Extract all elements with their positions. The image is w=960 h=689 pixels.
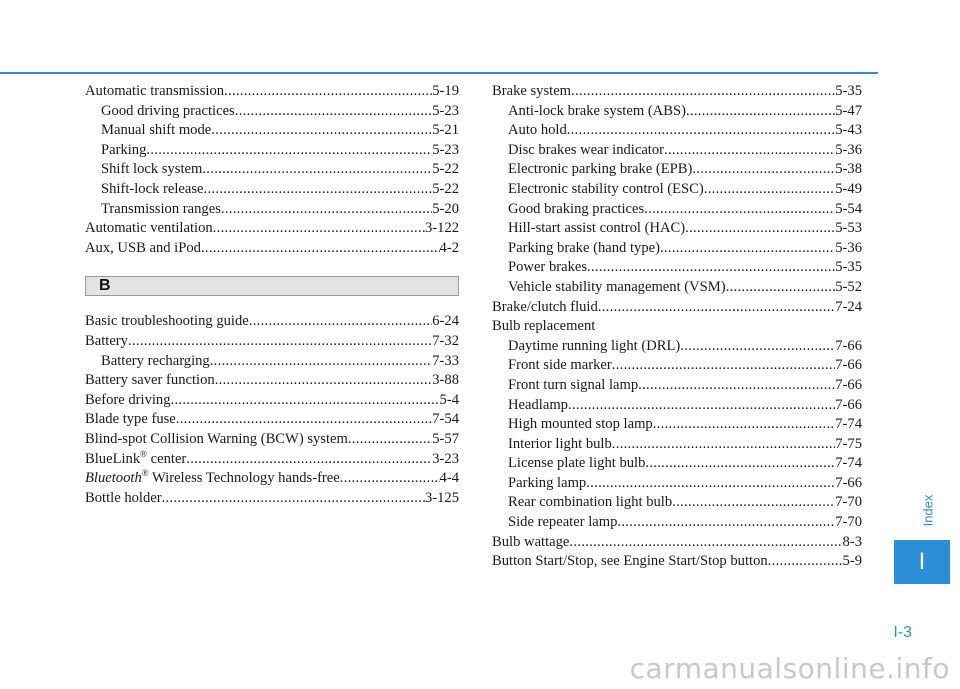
- index-entry-page: 7-24: [835, 298, 862, 315]
- index-entry-label: [508, 180, 704, 200]
- dot-leader: [202, 160, 432, 180]
- dot-leader: [685, 219, 835, 239]
- index-entry[interactable]: [492, 160, 862, 180]
- index-entry-label: [508, 219, 685, 239]
- dot-leader: [249, 312, 432, 332]
- index-entry-label: [85, 450, 186, 470]
- index-group-b-continued: [492, 82, 862, 572]
- dot-leader: [653, 415, 836, 435]
- index-entry[interactable]: [85, 332, 459, 352]
- index-entry[interactable]: [85, 430, 459, 450]
- index-entry[interactable]: [492, 533, 862, 553]
- index-entry-page: 5-9: [842, 553, 862, 570]
- index-entry-label: [508, 278, 726, 298]
- index-entry-label: [85, 489, 162, 509]
- index-entry-page: 5-49: [835, 180, 862, 197]
- index-entry-page: 6-24: [432, 313, 459, 330]
- dot-leader: [348, 430, 432, 450]
- dot-leader: [644, 200, 835, 220]
- index-entry[interactable]: [85, 352, 459, 372]
- index-entry-page: 8-3: [842, 533, 862, 550]
- index-entry[interactable]: [85, 489, 459, 509]
- dot-leader: [692, 160, 835, 180]
- index-entry-page: 5-57: [432, 430, 459, 447]
- index-entry-term: Electronic parking brake (EPB): [508, 161, 693, 178]
- index-entry[interactable]: [85, 200, 459, 220]
- index-entry-label: [492, 298, 598, 318]
- index-entry-label: [101, 121, 211, 141]
- index-entry-term: Rear combination light bulb: [508, 494, 673, 511]
- dot-leader: [221, 200, 432, 220]
- index-entry-term: Daytime running light (DRL): [508, 337, 681, 354]
- index-entry[interactable]: [492, 493, 862, 513]
- index-group-b: [85, 312, 459, 508]
- dot-leader: [645, 454, 835, 474]
- index-entry[interactable]: [492, 552, 862, 572]
- dot-leader: [612, 435, 835, 455]
- index-entry-term: Parking: [101, 141, 147, 158]
- dot-leader: [201, 239, 440, 259]
- index-entry[interactable]: [492, 180, 862, 200]
- index-entry-term: Front turn signal lamp: [508, 376, 639, 393]
- index-entry-label: [508, 396, 568, 416]
- index-entry-page: 5-22: [432, 161, 459, 178]
- index-entry-page: 5-35: [835, 83, 862, 99]
- dot-leader: [176, 410, 432, 430]
- section-letter: B: [99, 277, 111, 295]
- index-entry-label: [85, 371, 215, 391]
- index-entry-term-continued: Wireless Technology hands-free: [148, 470, 340, 487]
- dot-leader: [340, 469, 440, 489]
- index-entry-term: Auto hold: [508, 122, 567, 139]
- index-entry-term: License plate light bulb: [508, 455, 646, 472]
- index-entry-page: 7-66: [835, 376, 862, 393]
- index-entry-term: Power brakes: [508, 259, 588, 276]
- index-entry[interactable]: [492, 258, 862, 278]
- index-entry-page: 5-36: [835, 239, 862, 256]
- dot-leader: [204, 180, 433, 200]
- dot-leader: [213, 219, 425, 239]
- index-entry-label: [85, 469, 340, 489]
- index-entry-term: Front side marker: [508, 357, 612, 374]
- index-entry-term: Bluetooth: [85, 470, 142, 487]
- index-entry-term: Bulb wattage: [492, 533, 570, 550]
- index-entry-term: Aux, USB and iPod: [85, 239, 201, 256]
- index-entry-label: [101, 180, 204, 200]
- dot-leader: [571, 82, 835, 102]
- dot-leader: [235, 102, 432, 122]
- index-entry[interactable]: [85, 410, 459, 430]
- index-entry-page: 5-35: [835, 259, 862, 276]
- index-entry-page: 7-66: [835, 474, 862, 491]
- dot-leader: [210, 352, 433, 372]
- side-tab[interactable]: [894, 540, 950, 584]
- index-entry-page: 5-36: [835, 141, 862, 158]
- index-entry-label: [508, 258, 587, 278]
- index-entry-term: Parking lamp: [508, 474, 587, 491]
- dot-leader: [568, 396, 835, 416]
- index-entry-label: [85, 410, 176, 430]
- dot-leader: [224, 82, 432, 102]
- dot-leader: [567, 121, 835, 141]
- index-entry-label: [101, 200, 221, 220]
- index-entry-term: BlueLink: [85, 450, 141, 467]
- side-tab-label: [906, 490, 950, 530]
- index-entry-label: [85, 239, 201, 259]
- index-entry-label: [508, 239, 660, 259]
- dot-leader: [612, 356, 835, 376]
- dot-leader: [215, 371, 433, 391]
- index-entry[interactable]: [85, 82, 459, 102]
- index-entry-term: Headlamp: [508, 396, 568, 413]
- index-entry-label: [508, 415, 653, 435]
- index-entry[interactable]: [85, 102, 459, 122]
- dot-leader: [638, 376, 835, 396]
- index-entry-term: Transmission ranges: [101, 200, 221, 217]
- index-entry[interactable]: [85, 180, 459, 200]
- index-entry[interactable]: [492, 356, 862, 376]
- index-entry-term: Bottle holder: [85, 489, 162, 506]
- dot-leader: [617, 513, 835, 533]
- dot-leader: [686, 102, 835, 122]
- index-entry-label: [492, 552, 768, 572]
- index-entry-page: 5-53: [835, 220, 862, 237]
- index-entry-term: Disc brakes wear indicator: [508, 141, 665, 158]
- index-entry-page: 7-74: [835, 416, 862, 433]
- index-entry-label: [492, 533, 569, 553]
- index-column-left: [85, 82, 459, 508]
- index-entry-term: Battery: [85, 332, 128, 349]
- dot-leader: [146, 141, 432, 161]
- index-entry-page: 5-23: [432, 141, 459, 158]
- index-entry[interactable]: [492, 415, 862, 435]
- index-entry-page: 4-4: [439, 470, 459, 487]
- index-entry-label: [508, 121, 567, 141]
- index-entry-page: 7-75: [835, 435, 862, 452]
- index-entry[interactable]: [85, 219, 459, 239]
- index-entry-term: Good braking practices: [508, 200, 645, 217]
- dot-leader: [186, 450, 432, 470]
- index-entry[interactable]: [85, 141, 459, 161]
- index-entry-term: Anti-lock brake system (ABS): [508, 102, 686, 119]
- index-entry-page: 3-88: [432, 372, 459, 389]
- index-entry-label: [508, 337, 680, 357]
- dot-leader: [726, 278, 836, 298]
- index-entry-term: Interior light bulb: [508, 435, 612, 452]
- index-entry-term: Hill-start assist control (HAC): [508, 220, 686, 237]
- index-entry-page: 5-22: [432, 180, 459, 197]
- index-entry[interactable]: [492, 513, 862, 533]
- index-entry-page: 7-32: [432, 332, 459, 349]
- index-entry-label: [85, 82, 224, 102]
- index-entry-term: Blade type fuse: [85, 411, 176, 428]
- index-group-a: [85, 82, 459, 258]
- dot-leader: [587, 258, 835, 278]
- index-entry[interactable]: [85, 160, 459, 180]
- index-entry[interactable]: [492, 219, 862, 239]
- index-entry-page: 3-23: [432, 450, 459, 467]
- index-entry-page: 7-74: [835, 455, 862, 472]
- index-entry-label: [508, 513, 617, 533]
- index-entry-page: 5-52: [835, 278, 862, 295]
- index-entry[interactable]: [492, 337, 862, 357]
- index-entry[interactable]: [492, 141, 862, 161]
- index-entry-term: Brake system: [492, 83, 572, 99]
- index-entry-label: [508, 102, 686, 122]
- index-entry[interactable]: [492, 396, 862, 416]
- index-entry[interactable]: [492, 102, 862, 122]
- index-entry-page: 5-21: [432, 122, 459, 139]
- dot-leader: [171, 391, 440, 411]
- index-entry-term: Manual shift mode: [101, 122, 212, 139]
- index-entry-label: [101, 160, 202, 180]
- index-entry[interactable]: [492, 278, 862, 298]
- dot-leader: [128, 332, 432, 352]
- index-entry[interactable]: [492, 121, 862, 141]
- index-entry-label: [492, 317, 595, 337]
- index-entry-term: Side repeater lamp: [508, 514, 618, 531]
- dot-leader: [664, 141, 835, 161]
- index-entry-term: Good driving practices: [101, 102, 235, 119]
- index-entry-page: 5-19: [432, 83, 459, 99]
- index-entry-label: [101, 352, 210, 372]
- index-entry-label: [508, 493, 672, 513]
- index-entry-label: [101, 141, 146, 161]
- index-entry[interactable]: [492, 200, 862, 220]
- index-entry-term: Battery recharging: [101, 352, 210, 369]
- index-entry-label: [85, 312, 249, 332]
- side-tab-label-text: Index: [920, 494, 936, 526]
- index-entry-term: Before driving: [85, 391, 171, 408]
- index-entry[interactable]: [85, 239, 459, 259]
- index-entry-term: Basic troubleshooting guide: [85, 313, 249, 330]
- index-entry[interactable]: [85, 391, 459, 411]
- index-entry-page: 7-54: [432, 411, 459, 428]
- dot-leader: [680, 337, 835, 357]
- index-entry-term: Blind-spot Collision Warning (BCW) system: [85, 430, 348, 447]
- index-entry-label: [508, 200, 644, 220]
- index-entry-term: Automatic ventilation: [85, 220, 213, 237]
- index-entry-page: 7-70: [835, 514, 862, 531]
- index-entry-term: Parking brake (hand type): [508, 239, 660, 256]
- index-entry-term: Brake/clutch fluid: [492, 298, 598, 315]
- index-entry-term: Bulb replacement: [492, 318, 596, 335]
- index-entry[interactable]: [492, 376, 862, 396]
- dot-leader: [569, 533, 842, 553]
- index-entry[interactable]: [492, 82, 862, 102]
- index-column-right: [492, 82, 862, 572]
- index-entry-page: 7-66: [835, 396, 862, 413]
- index-entry-page: 5-20: [432, 200, 459, 217]
- index-entry[interactable]: [492, 239, 862, 259]
- dot-leader: [586, 474, 835, 494]
- index-entry[interactable]: [492, 298, 862, 318]
- index-entry-term-continued: center: [146, 450, 187, 467]
- header-rule: [0, 72, 878, 74]
- index-entry[interactable]: [492, 317, 862, 337]
- index-entry-label: [85, 430, 348, 450]
- index-entry-page: 5-43: [835, 122, 862, 139]
- index-entry-label: [508, 454, 645, 474]
- index-entry-label: [508, 435, 612, 455]
- index-entry[interactable]: [85, 469, 459, 489]
- index-entry-term: Shift-lock release: [101, 180, 204, 197]
- dot-leader: [672, 493, 835, 513]
- index-entry-label: [508, 141, 664, 161]
- index-entry-label: [508, 356, 612, 376]
- dot-leader: [211, 121, 432, 141]
- index-entry-term: Button Start/Stop, see Engine Start/Stop button: [492, 553, 768, 570]
- section-header-b: [85, 276, 459, 296]
- index-entry-label: [492, 82, 571, 102]
- side-tab-letter: I: [918, 548, 926, 575]
- index-entry-page: 7-70: [835, 494, 862, 511]
- index-entry-page: 7-66: [835, 337, 862, 354]
- index-entry-page: 5-38: [835, 161, 862, 178]
- index-entry-page: 5-47: [835, 102, 862, 119]
- page-number: I-3: [893, 624, 912, 641]
- registered-mark: ®: [140, 449, 147, 459]
- dot-leader: [660, 239, 835, 259]
- index-entry-label: [508, 376, 638, 396]
- index-entry[interactable]: [85, 121, 459, 141]
- index-entry-label: [85, 391, 171, 411]
- index-entry-page: 7-66: [835, 357, 862, 374]
- dot-leader: [162, 489, 425, 509]
- index-entry-term: High mounted stop lamp: [508, 416, 653, 433]
- index-entry[interactable]: [492, 454, 862, 474]
- index-entry-page: 5-4: [439, 391, 459, 408]
- index-entry-term: Shift lock system: [101, 161, 203, 178]
- index-entry[interactable]: [492, 435, 862, 455]
- index-entry[interactable]: [85, 371, 459, 391]
- dot-leader: [704, 180, 835, 200]
- watermark-text: carmanualsonline.info: [629, 652, 950, 685]
- index-entry-label: [85, 219, 213, 239]
- index-entry-page: 3-122: [424, 220, 459, 237]
- index-entry-page: 7-33: [432, 352, 459, 369]
- index-entry-label: [508, 474, 586, 494]
- index-entry-page: 5-54: [835, 200, 862, 217]
- index-entry[interactable]: [85, 450, 459, 470]
- index-entry[interactable]: [85, 312, 459, 332]
- index-entry-page: 3-125: [424, 489, 459, 506]
- index-entry-label: [85, 332, 128, 352]
- index-entry-term: Automatic transmission: [85, 83, 225, 99]
- registered-mark: ®: [141, 469, 149, 479]
- dot-leader: [768, 552, 843, 572]
- index-entry-term: Electronic stability control (ESC): [508, 180, 704, 197]
- index-entry-page: 5-23: [432, 102, 459, 119]
- index-entry-term: Battery saver function: [85, 372, 215, 389]
- index-entry-term: Vehicle stability management (VSM): [508, 278, 726, 295]
- index-entry-page: 4-2: [439, 239, 459, 256]
- index-entry-label: [101, 102, 235, 122]
- index-entry[interactable]: [492, 474, 862, 494]
- index-entry-label: [508, 160, 692, 180]
- dot-leader: [598, 298, 835, 318]
